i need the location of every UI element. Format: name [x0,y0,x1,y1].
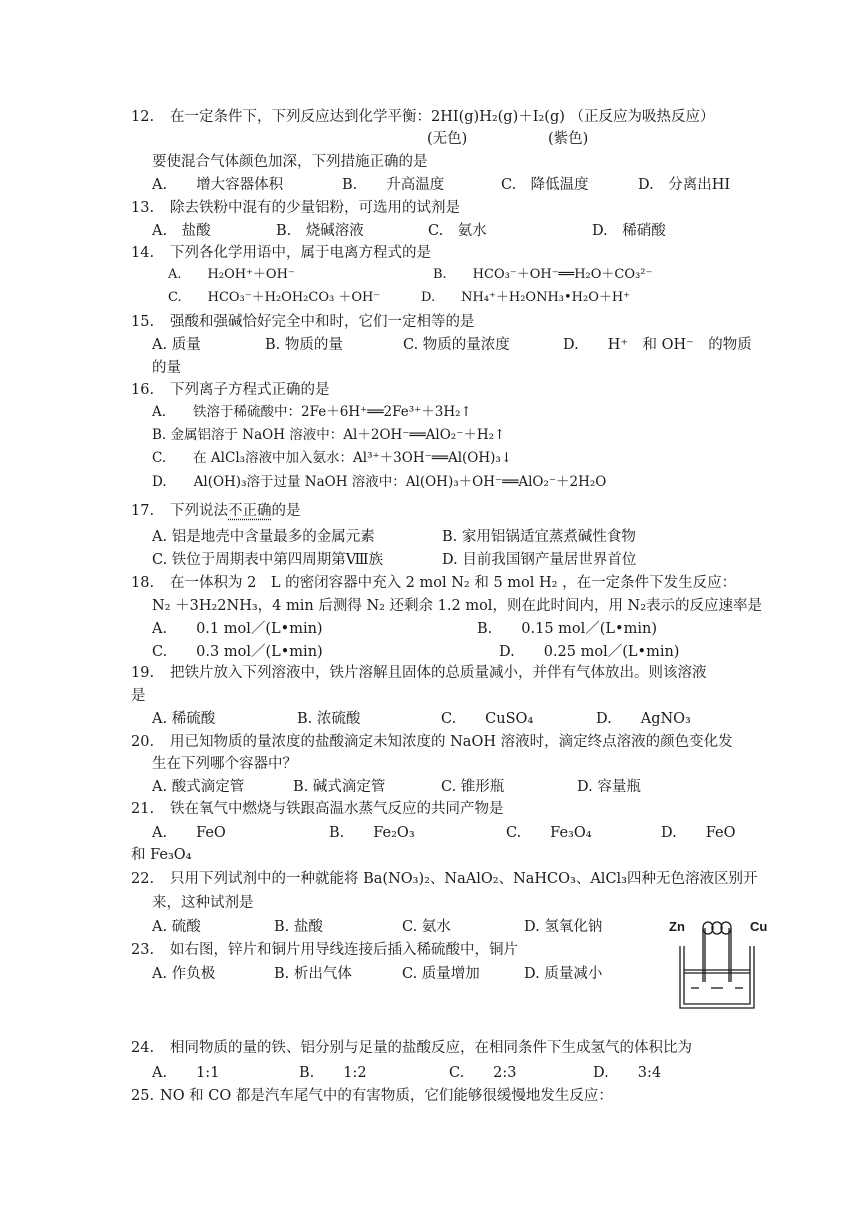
q12-option-c: C. 降低温度 [501,177,589,193]
q16-option-c: C. 在 AlCl₃溶液中加入氨水：Al³⁺＋3OH⁻══Al(OH)₃↓ [152,450,513,466]
q12-stem: 在一定条件下，下列反应达到化学平衡：2HI(g)H₂(g)＋I₂(g) （正反应为吸热反应） [170,109,715,125]
q21-option-d: D. FeO [661,825,736,841]
q15-number: 15. [131,314,155,330]
q13-stem: 除去铁粉中混有的少量铝粉，可选用的试剂是 [170,200,460,216]
q24-option-d: D. 3:4 [593,1065,662,1081]
q14-option-c: C. HCO₃⁻＋H₂OH₂CO₃ ＋OH⁻ [168,290,381,305]
q19-option-c: C. CuSO₄ [441,711,534,727]
q16-option-b: B. 金属铝溶于 NaOH 溶液中：Al＋2OH⁻══AlO₂⁻＋H₂↑ [152,427,506,443]
q20-option-a: A. 酸式滴定管 [152,779,245,795]
q19-stem-cont: 是 [131,688,146,704]
q17-emphasis: 不正确 [228,503,272,519]
q20-option-d: D. 容量瓶 [577,779,641,795]
q13-number: 13. [131,200,155,216]
q22-number: 22. [131,871,155,887]
q18-stem: 在一体积为 2 L 的密闭容器中充入 2 mol N₂ 和 5 mol H₂ ，在一定条件下发生反应： [170,575,737,591]
q15-option-a: A. 质量 [152,337,201,353]
q18-number: 18. [131,575,155,591]
q22-stem: 只用下列试剂中的一种就能将 Ba(NO₃)₂、NaAlO₂、NaHCO₃、AlCl₃四种无色溶液区别开 [170,871,758,887]
q19-option-b: B. 浓硫酸 [297,711,361,727]
galvanic-cell-figure [667,918,777,1013]
q20-number: 20. [131,734,155,750]
q15-stem: 强酸和强碱恰好完全中和时，它们一定相等的是 [170,314,475,330]
q19-option-d: D. AgNO₃ [596,711,691,727]
q22-option-d: D. 氢氧化钠 [524,919,603,935]
q14-option-a: A. H₂OH⁺＋OH⁻ [168,267,295,282]
q23-option-a: A. 作负极 [152,966,216,982]
q12-colorless-label: (无色) [427,131,468,147]
q14-option-d: D. NH₄⁺＋H₂ONH₃•H₂O＋H⁺ [421,290,631,305]
q18-option-b: B. 0.15 mol／(L•min) [477,621,657,637]
q12-option-a: A. 增大容器体积 [152,177,284,193]
q17-number: 17. [131,503,155,519]
q23-option-c: C. 质量增加 [402,966,480,982]
galvanic-cell-diagram [667,918,777,1013]
q24-stem: 相同物质的量的铁、铝分别与足量的盐酸反应，在相同条件下生成氢气的体积比为 [170,1040,692,1056]
q21-number: 21. [131,801,155,817]
q14-stem: 下列各化学用语中，属于电离方程式的是 [170,245,431,261]
q13-option-d: D. 稀硝酸 [592,223,666,239]
q14-option-b: B. HCO₃⁻＋OH⁻══H₂O＋CO₃²⁻ [433,267,653,282]
q13-option-b: B. 烧碱溶液 [276,223,364,239]
q16-option-d: D. Al(OH)₃溶于过量 NaOH 溶液中：Al(OH)₃＋OH⁻══AlO₂⁻＋2H₂O [152,474,607,490]
q17-option-b: B. 家用铝锅适宜蒸煮碱性食物 [442,529,636,545]
q18-option-d: D. 0.25 mol／(L•min) [499,644,680,660]
q21-stem: 铁在氧气中燃烧与铁跟高温水蒸气反应的共同产物是 [170,801,504,817]
q22-stem-cont: 来，这种试剂是 [152,895,254,911]
q23-option-b: B. 析出气体 [274,966,352,982]
q22-option-b: B. 盐酸 [274,919,323,935]
q18-option-c: C. 0.3 mol／(L•min) [152,644,323,660]
q20-option-c: C. 锥形瓶 [441,779,505,795]
q17-option-a: A. 铝是地壳中含量最多的金属元素 [152,529,375,545]
q24-number: 24. [131,1040,155,1056]
q20-stem-cont: 生在下列哪个容器中？ [152,756,297,772]
q15-option-d: D. H⁺ 和 OH⁻ 的物质 [563,337,752,353]
q22-option-c: C. 氨水 [402,919,451,935]
q16-option-a: A. 铁溶于稀硫酸中：2Fe＋6H⁺══2Fe³⁺＋3H₂↑ [152,404,472,420]
q13-option-c: C. 氨水 [428,223,487,239]
q12-number: 12. [131,109,155,125]
q24-option-b: B. 1:2 [299,1065,367,1081]
q22-option-a: A. 硫酸 [152,919,201,935]
q21-option-d-cont: 和 Fe₃O₄ [131,847,192,863]
q12-stem-cont: 要使混合气体颜色加深，下列措施正确的是 [152,154,428,170]
q17-option-d: D. 目前我国钢产量居世界首位 [442,552,637,568]
q21-option-b: B. Fe₂O₃ [329,825,415,841]
q21-option-a: A. FeO [152,825,226,841]
beaker [680,946,754,1008]
q17-stem: 下列说法不正确的是 [170,503,301,519]
q13-option-a: A. 盐酸 [152,223,211,239]
q19-number: 19. [131,665,155,681]
q18-stem-cont: N₂ ＋3H₂2NH₃，4 min 后测得 N₂ 还剩余 1.2 mol，则在此时间内，用 N₂表示的反应速率是 [152,598,763,614]
q24-option-a: A. 1:1 [152,1065,220,1081]
q12-option-d: D. 分离出HI [638,177,731,193]
q25-number: 25. [131,1088,155,1104]
cu-label: Cu [750,919,768,934]
q21-option-c: C. Fe₃O₄ [506,825,592,841]
q20-stem: 用已知物质的量浓度的盐酸滴定未知浓度的 NaOH 溶液时，滴定终点溶液的颜色变化发 [170,734,733,750]
q24-option-c: C. 2:3 [449,1065,517,1081]
q15-option-d-cont: 的量 [152,360,181,376]
q12-purple-label: (紫色) [548,131,589,147]
q16-stem: 下列离子方程式正确的是 [170,382,330,398]
q23-number: 23. [131,942,155,958]
q19-stem: 把铁片放入下列溶液中，铁片溶解且固体的总质量减小，并伴有气体放出。则该溶液 [170,665,707,681]
q18-option-a: A. 0.1 mol／(L•min) [152,621,323,637]
q23-option-d: D. 质量减小 [524,966,603,982]
zn-label: Zn [669,919,685,934]
q17-option-c: C. 铁位于周期表中第四周期第Ⅷ族 [152,552,384,568]
q23-stem: 如右图，锌片和铜片用导线连接后插入稀硫酸中，铜片 [170,942,518,958]
q20-option-b: B. 碱式滴定管 [293,779,386,795]
q19-option-a: A. 稀硫酸 [152,711,216,727]
q15-option-c: C. 物质的量浓度 [403,337,510,353]
q25-stem: NO 和 CO 都是汽车尾气中的有害物质，它们能够很缓慢地发生反应： [160,1088,613,1104]
q14-number: 14. [131,245,155,261]
q15-option-b: B. 物质的量 [265,337,343,353]
q16-number: 16. [131,382,155,398]
q12-option-b: B. 升高温度 [342,177,445,193]
